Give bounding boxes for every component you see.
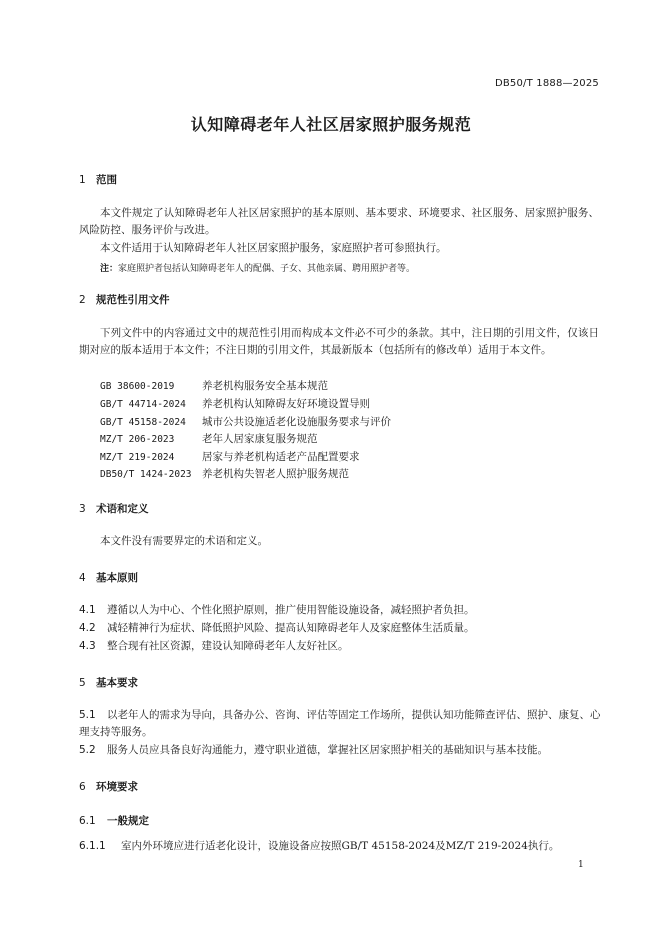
clause-number: 4.2 [79,622,96,634]
reference-name: 养老机构服务安全基本规范 [202,380,328,392]
clause-number: 5.1 [79,709,96,721]
clause [79,602,604,619]
clause-text: 服务人员应具备良好沟通能力，遵守职业道德，掌握社区居家照护相关的基础知识与基本技能。 [107,744,548,756]
reference-name: 养老机构认知障碍友好环境设置导则 [202,398,370,410]
reference-name: 城市公共设施适老化设施服务要求与评价 [202,416,391,428]
reference-code: DB50/T 1424-2023 [100,469,192,480]
section-title: 术语和定义 [96,503,149,515]
reference-code: GB/T 44714-2024 [100,399,186,410]
reference-item [100,378,328,393]
note-text: 家庭照护者包括认知障碍老年人的配偶、子女、其他亲属、聘用照护者等。 [118,264,416,274]
section-title: 基本要求 [96,677,138,689]
clause-text: 整合现有社区资源，建设认知障碍老年人友好社区。 [107,640,349,652]
section-2-heading [79,292,170,307]
clause [79,638,604,655]
section-number: 2 [79,294,86,306]
paragraph: 本文件规定了认知障碍老年人社区居家照护的基本原则、基本要求、环境要求、社区服务、居家照护服务、风险防控、服务评价与改进。 [79,207,599,236]
clause [79,707,604,741]
reference-name: 养老机构失智老人照护服务规范 [202,468,349,480]
section-number: 5 [79,677,86,689]
subsection-number: 6.1 [79,815,96,827]
reference-code: GB 38600-2019 [100,381,175,392]
clause-text: 以老年人的需求为导向，具备办公、咨询、评估等固定工作场所，提供认知功能筛查评估、照护、康复、心理支持等服务。 [79,709,601,738]
reference-code: MZ/T 206-2023 [100,434,175,445]
paragraph: 下列文件中的内容通过文中的规范性引用而构成本文件必不可少的条款。其中，注日期的引用文件，仅该日期对应的版本适用于本文件；不注日期的引用文件，其最新版本（包括所有的修改单）适用于本文件。 [79,327,599,356]
note [100,261,415,274]
clause-number: 6.1.1 [79,840,106,852]
page-number: 1 [578,860,584,870]
clause [79,620,604,637]
subsection-title: 一般规定 [107,815,149,827]
section-title: 基本原则 [96,572,138,584]
section-number: 4 [79,572,86,584]
section-number: 3 [79,503,86,515]
clause [79,742,604,759]
section-6-heading [79,779,138,794]
reference-item [100,414,391,429]
reference-code: MZ/T 219-2024 [100,452,175,463]
clause-text: 室内外环境应进行适老化设计，设施设备应按照GB/T 45158-2024及MZ/T 219-2024执行。 [121,840,560,852]
document-title: 认知障碍老年人社区居家照护服务规范 [190,115,472,134]
note-label: 注： [100,264,119,274]
reference-item [100,431,318,446]
paragraph: 本文件适用于认知障碍老年人社区居家照护服务，家庭照护者可参照执行。 [100,242,447,254]
standard-code: DB50/T 1888—2025 [494,78,599,89]
reference-item [100,449,360,464]
reference-item [100,466,349,481]
subsection-heading [79,813,149,828]
clause-number: 4.3 [79,640,96,652]
section-4-heading [79,570,138,585]
clause-number: 4.1 [79,604,96,616]
section-number: 6 [79,781,86,793]
clause-text: 减轻精神行为症状、降低照护风险、提高认知障碍老年人及家庭整体生活质量。 [107,622,475,634]
clause-number: 5.2 [79,744,96,756]
clause-text: 遵循以人为中心、个性化照护原则，推广使用智能设施设备，减轻照护者负担。 [107,604,475,616]
reference-code: GB/T 45158-2024 [100,417,186,428]
section-3-heading [79,501,149,516]
section-1-heading [79,172,117,187]
reference-item [100,396,370,411]
section-title: 环境要求 [96,781,138,793]
reference-name: 居家与养老机构适老产品配置要求 [202,451,360,463]
section-title: 范围 [96,174,117,186]
paragraph: 本文件没有需要界定的术语和定义。 [100,535,268,547]
section-number: 1 [79,174,86,186]
section-title: 规范性引用文件 [96,294,170,306]
section-5-heading [79,675,138,690]
reference-name: 老年人居家康复服务规范 [202,433,318,445]
clause [79,838,604,855]
